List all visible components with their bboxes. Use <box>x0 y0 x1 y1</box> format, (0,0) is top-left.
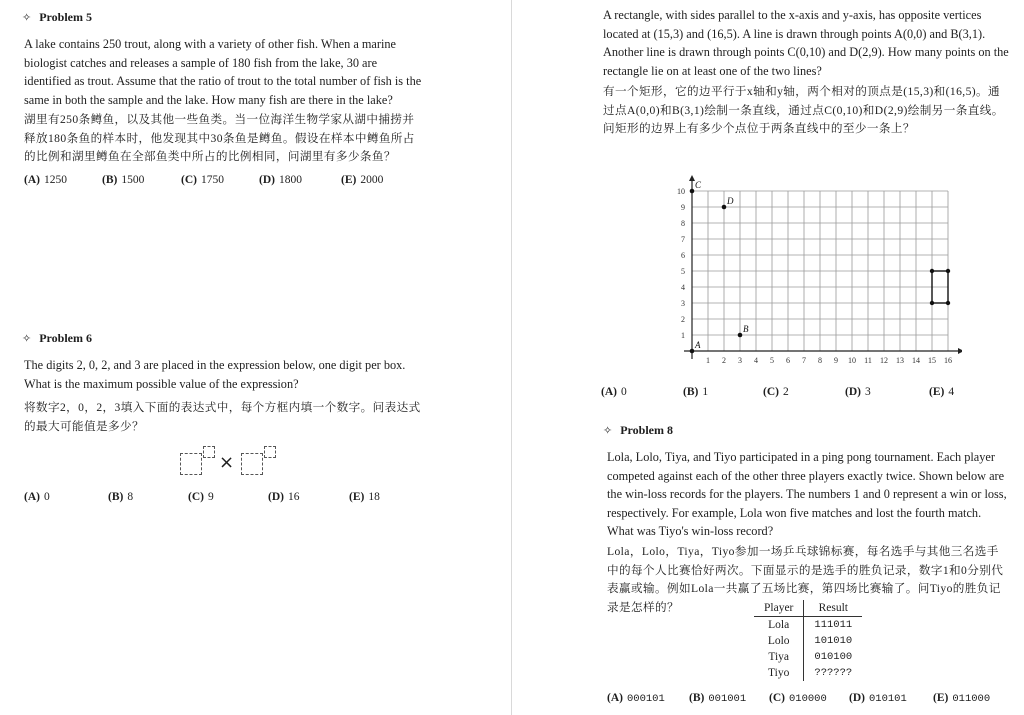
point-label-c: C <box>695 180 702 190</box>
diamond-icon: ✧ <box>22 332 32 345</box>
choice-e[interactable]: (E) 18 <box>349 491 380 503</box>
rectangle-vertex <box>930 269 934 273</box>
expression <box>178 444 282 478</box>
diamond-icon: ✧ <box>22 11 32 24</box>
choice-e[interactable]: (E) 2000 <box>341 174 384 186</box>
x-tick-label: 2 <box>722 356 726 365</box>
problem-6-heading <box>22 331 92 346</box>
column-header-result: Result <box>804 600 862 617</box>
choice-b[interactable]: (B) 1 <box>683 386 709 398</box>
choice-e[interactable]: (E) 4 <box>929 386 955 398</box>
problem-5-zh: 湖里有250条鳟鱼，以及其他一些鱼类。当一位海洋生物学家从湖中捕捞并释放180条鱼的样本时，他发现其中30条鱼是鳟鱼。假设在样本中鳟鱼所占的比例和湖里鳟鱼在全部鱼类中所占的比例相同，问湖里有多少条鱼？ <box>24 113 415 164</box>
table-row: Lola 111011 <box>754 617 862 634</box>
column-header-player: Player <box>754 600 804 617</box>
table-row: Lolo 101010 <box>754 633 862 649</box>
problem-8-zh: Lola，Lolo，Tiya，Tiyo参加一场乒乓球锦标赛，每名选手与其他三名选手中的每个人比赛恰好两次。下面显示的是选手的胜负记录，数字1和0分别代表赢或输。例如Lola一共赢了五场比赛，第四场比赛输了。问Tiyo的胜负记录是怎样的？ <box>607 545 1004 614</box>
problem-6-choices <box>24 491 380 503</box>
point-c <box>690 189 695 194</box>
problem-5-title: Problem 5 <box>39 10 92 24</box>
problem-5-choices <box>24 174 383 186</box>
choice-d[interactable]: (D) 16 <box>268 491 300 503</box>
problem-6-zh: 将数字2，0，2，3填入下面的表达式中，每个方框内填一个数字。问表达式的最大可能值是多少？ <box>24 401 421 433</box>
diamond-icon: ✧ <box>603 424 613 437</box>
x-tick-label: 15 <box>928 356 936 365</box>
axes <box>684 175 962 359</box>
y-tick-label: 7 <box>681 235 685 244</box>
x-tick-labels <box>706 356 952 365</box>
x-tick-label: 8 <box>818 356 822 365</box>
x-tick-label: 4 <box>754 356 758 365</box>
y-tick-label: 2 <box>681 315 685 324</box>
problem-5-text: A lake contains 250 trout, along with a variety of other fish. When a marine biologist catches and releases a sample of 180 fish from the lake, 30 are identified as trout. Assume that the ratio of trout to the total number of fish is the same in both the sample and the lake. How many fish are there in the lake? <box>24 37 422 107</box>
problem-7-text: A rectangle, with sides parallel to the x-axis and y-axis, has opposite vertices located at (15,3) and (16,5). A line is drawn through points A(0,0) and B(3,1). Another line is drawn through points C(0,10) and D(2,9). How many points on the rectangle lie on at least one of the two lines? <box>603 8 1009 78</box>
y-tick-label: 1 <box>681 331 685 340</box>
choice-b[interactable]: (B) 8 <box>108 491 134 503</box>
x-tick-label: 13 <box>896 356 904 365</box>
grid-lines <box>692 191 948 351</box>
x-tick-label: 7 <box>802 356 806 365</box>
problem-6-title: Problem 6 <box>39 331 92 345</box>
choice-d[interactable]: (D) 010101 <box>849 692 907 705</box>
choice-c[interactable]: (C) 1750 <box>181 174 224 186</box>
choice-b[interactable]: (B) 001001 <box>689 692 747 705</box>
y-tick-label: 6 <box>681 251 685 260</box>
rectangle-vertex <box>946 269 950 273</box>
x-tick-label: 9 <box>834 356 838 365</box>
choice-a[interactable]: (A) 0 <box>601 386 627 398</box>
y-tick-labels <box>677 187 685 340</box>
x-tick-label: 11 <box>864 356 872 365</box>
x-tick-label: 6 <box>786 356 790 365</box>
exponent-box-2[interactable] <box>264 446 276 458</box>
choice-c[interactable]: (C) 010000 <box>769 692 827 705</box>
choice-b[interactable]: (B) 1500 <box>102 174 145 186</box>
problem-6-text: The digits 2, 0, 2, and 3 are placed in the expression below, one digit per box. What is the maximum possible value of the expression? <box>24 358 406 391</box>
x-tick-label: 12 <box>880 356 888 365</box>
x-tick-label: 5 <box>770 356 774 365</box>
y-tick-label: 8 <box>681 219 685 228</box>
rectangle-vertex <box>946 301 950 305</box>
exponent-box-1[interactable] <box>203 446 215 458</box>
choice-d[interactable]: (D) 1800 <box>259 174 302 186</box>
table-row: Tiyo ?????? <box>754 665 862 681</box>
problem-8-heading <box>603 423 673 438</box>
right-page <box>512 0 1024 715</box>
base-box-2[interactable] <box>241 453 263 475</box>
choice-d[interactable]: (D) 3 <box>845 386 871 398</box>
point-d <box>722 205 727 210</box>
problem-8-title: Problem 8 <box>620 423 673 437</box>
coordinate-grid <box>662 170 962 370</box>
y-tick-label: 10 <box>677 187 685 196</box>
x-axis-arrow <box>958 348 962 354</box>
y-tick-label: 9 <box>681 203 685 212</box>
problem-7-zh: 有一个矩形，它的边平行于x轴和y轴，两个相对的顶点是(15,3)和(16,5)。通过点A(0,0)和B(3,1)绘制一条直线，通过点C(0,10)和D(2,9)绘制另一条直线。问矩形的边界上有多少个点位于两条直线中的至少一条上？ <box>603 85 1004 136</box>
problem-5-heading <box>22 10 92 25</box>
multiply-operator: × <box>219 452 235 473</box>
table-header-row <box>754 600 862 617</box>
point-a <box>690 349 695 354</box>
choice-c[interactable]: (C) 9 <box>188 491 214 503</box>
win-loss-table <box>754 600 862 681</box>
y-tick-label: 3 <box>681 299 685 308</box>
point-label-a: A <box>695 340 701 350</box>
point-label-d: D <box>727 196 734 206</box>
x-tick-label: 3 <box>738 356 742 365</box>
choice-a[interactable]: (A) 000101 <box>607 692 665 705</box>
base-box-1[interactable] <box>180 453 202 475</box>
problem-7-choices <box>601 386 954 398</box>
table-row: Tiya 010100 <box>754 649 862 665</box>
problem-8-choices <box>607 692 990 705</box>
choice-e[interactable]: (E) 011000 <box>933 692 991 705</box>
choice-a[interactable]: (A) 1250 <box>24 174 67 186</box>
rectangle-vertex <box>930 301 934 305</box>
point-b <box>738 333 743 338</box>
point-label-b: B <box>743 324 749 334</box>
x-tick-label: 1 <box>706 356 710 365</box>
x-tick-label: 10 <box>848 356 856 365</box>
x-tick-label: 14 <box>912 356 920 365</box>
problem-8-text: Lola, Lolo, Tiya, and Tiyo participated in a ping pong tournament. Each player competed against each of the other three players exactly twice. Shown below are the win-loss records for the players. The numbers 1 and 0 represent a win or loss, respectively. For example, Lola won five matches and lost the fourth match. What was Tiyo's win-loss record? <box>607 450 1007 539</box>
y-tick-label: 4 <box>681 283 685 292</box>
choice-c[interactable]: (C) 2 <box>763 386 789 398</box>
x-tick-label: 16 <box>944 356 952 365</box>
choice-a[interactable]: (A) 0 <box>24 491 50 503</box>
y-tick-label: 5 <box>681 267 685 276</box>
